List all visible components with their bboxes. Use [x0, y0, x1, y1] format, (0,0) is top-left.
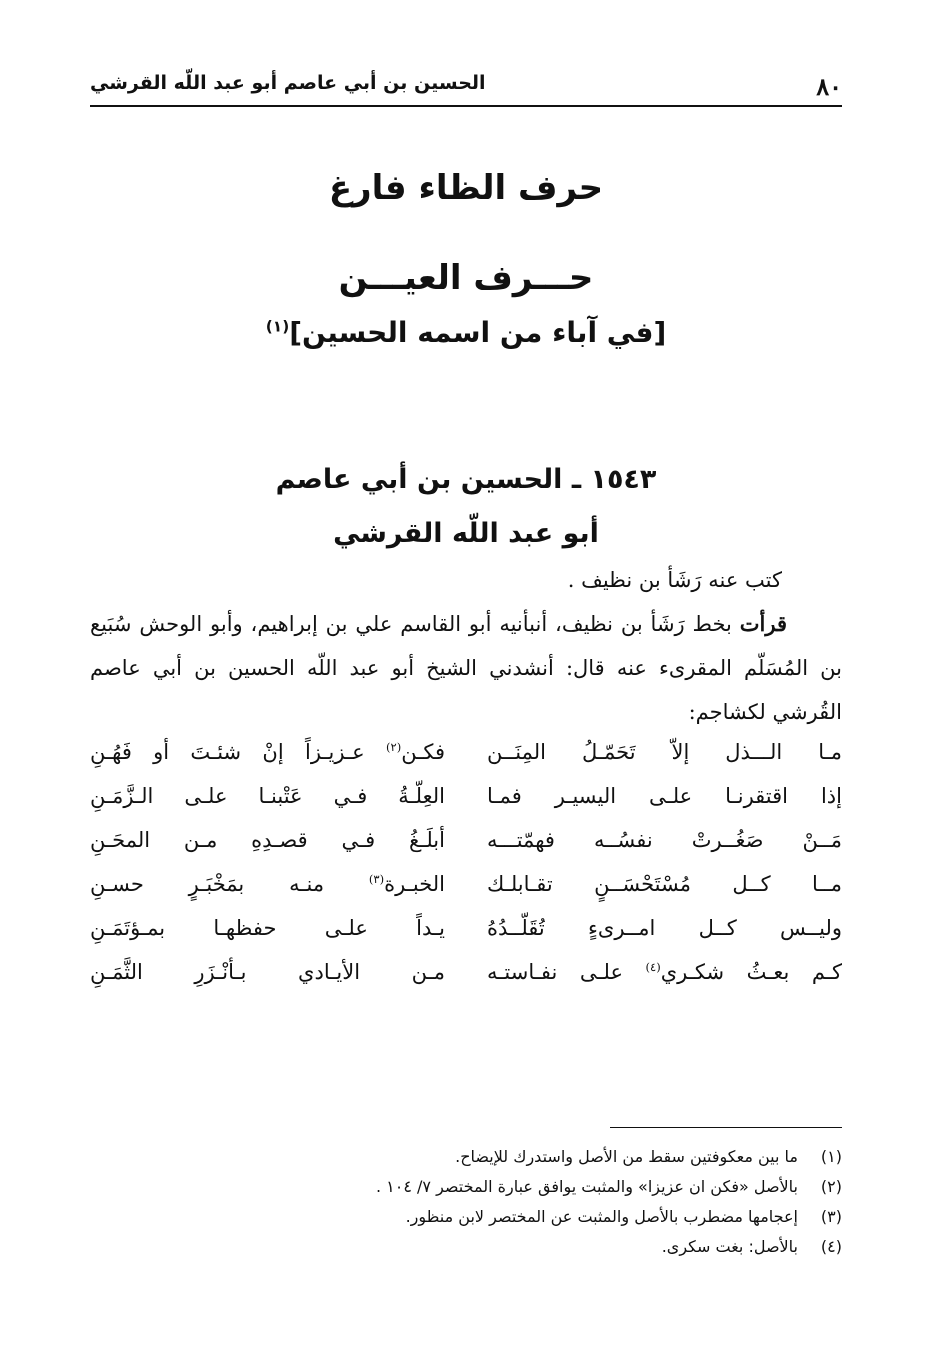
footnote-2 [90, 1172, 842, 1202]
hemistich-text: منـه بمَخْبَـرٍ حسـنِ [90, 872, 325, 896]
footnote-ref-2: (٢) [385, 740, 402, 754]
verse-second-hemistich: يـداً علـى حفظهـا بمـؤتَمَـنِ [90, 916, 445, 940]
section-title-text: [في آباء من اسمه الحسين] [289, 316, 667, 349]
footnote-rule [610, 1127, 842, 1128]
footnote-4 [90, 1232, 842, 1262]
verse-first-hemistich: مَــنْ صَغُــرتْ نفسُــه فهمّتـــه [487, 828, 842, 852]
poem [90, 740, 842, 1004]
heading-letter-ayn: حـــرف العيـــن [338, 258, 594, 298]
hemistich-text: الخبـرة [384, 872, 445, 896]
hemistich-text: علـى نفـاستـه [487, 960, 623, 984]
footnote-number: (٣) [820, 1207, 842, 1226]
heading-letter-zha: حرف الظاء فارغ [328, 168, 604, 208]
page-number: ٨٠ [816, 72, 842, 101]
entry-title: ١٥٤٣ ـ الحسين بن أبي عاصم [275, 464, 657, 495]
footnotes [90, 1142, 842, 1262]
footnote-text: بالأصل «فكن ان عزيزا» والمثبت يوافق عبارة المختصر ٧/ ١٠٤ . [375, 1177, 798, 1196]
verse-first-hemistich: وليــس كــل امــرىءٍ تُقَلّــدُهُ [487, 916, 842, 940]
verse-second-hemistich [90, 872, 445, 896]
hemistich-text: كـم بعـثُ شكـري [660, 960, 842, 984]
footnote-1 [90, 1142, 842, 1172]
verse-3 [90, 828, 842, 872]
verse-1 [90, 740, 842, 784]
verse-first-hemistich: مــا كــل مُسْتَحْسَــنٍ تقـابلـك [487, 872, 842, 896]
footnote-text: بالأصل: بغت سكرى. [661, 1237, 798, 1256]
hemistich-text: عـزيـزاً إنْ شئـتَ أو فَهُـنِ [90, 740, 365, 764]
verse-6 [90, 960, 842, 1004]
verse-second-hemistich: مـن الأيـادي بـأنْـزَرِ الثَّمَـنِ [90, 960, 445, 984]
footnote-ref-1: (١) [265, 317, 290, 336]
verse-4 [90, 872, 842, 916]
verse-first-hemistich: مـا الـــذل إلاّ تَحَمّـلُ المِنَــن [487, 740, 842, 764]
paragraph-1: كتب عنه رَشَأ بن نظيف . [567, 568, 782, 592]
verse-first-hemistich [487, 960, 842, 984]
entry-kunya: أبو عبد اللّه القرشي [333, 518, 599, 549]
paragraph-2-lead: قرأت [739, 611, 787, 636]
verse-second-hemistich [90, 740, 445, 764]
footnote-number: (١) [820, 1147, 842, 1166]
paragraph-2-text: بخط رَشَأ بن نظيف، أنبأنيه أبو القاسم علي بن إبراهيم، وأبو الوحش سُبَيع بن المُسَلّم المقرىء عنه قال: أنشدني الشيخ أبو عبد اللّه الحسين بن أبي عاصم القُرشي لكشاجم: [90, 612, 842, 724]
header-rule [90, 105, 842, 107]
verse-second-hemistich: العِلّـةُ فـي عَتْبنـا علـى الـزَّمَـنِ [90, 784, 445, 808]
verse-2 [90, 784, 842, 828]
footnote-text: ما بين معكوفتين سقط من الأصل واستدرك للإيضاح. [455, 1147, 798, 1166]
paragraph-2 [90, 602, 842, 734]
footnote-number: (٤) [820, 1237, 842, 1256]
running-header [90, 66, 842, 106]
verse-first-hemistich: إذا اقتقرنـا علـى اليسيـر فمـا [487, 784, 842, 808]
footnote-ref-3: (٣) [368, 872, 385, 886]
footnote-number: (٢) [820, 1177, 842, 1196]
running-title: الحسين بن أبي عاصم أبو عبد اللّه القرشي [90, 72, 486, 94]
footnote-ref-4: (٤) [645, 960, 661, 974]
footnote-3 [90, 1202, 842, 1232]
section-title [90, 316, 842, 349]
verse-5 [90, 916, 842, 960]
verse-second-hemistich: أبلَـغُ فـي قصـدِهِ مـن المحَـنِ [90, 828, 445, 852]
hemistich-text: فكـن [401, 740, 445, 764]
footnote-text: إعجامها مضطرب بالأصل والمثبت عن المختصر لابن منظور. [405, 1207, 798, 1226]
